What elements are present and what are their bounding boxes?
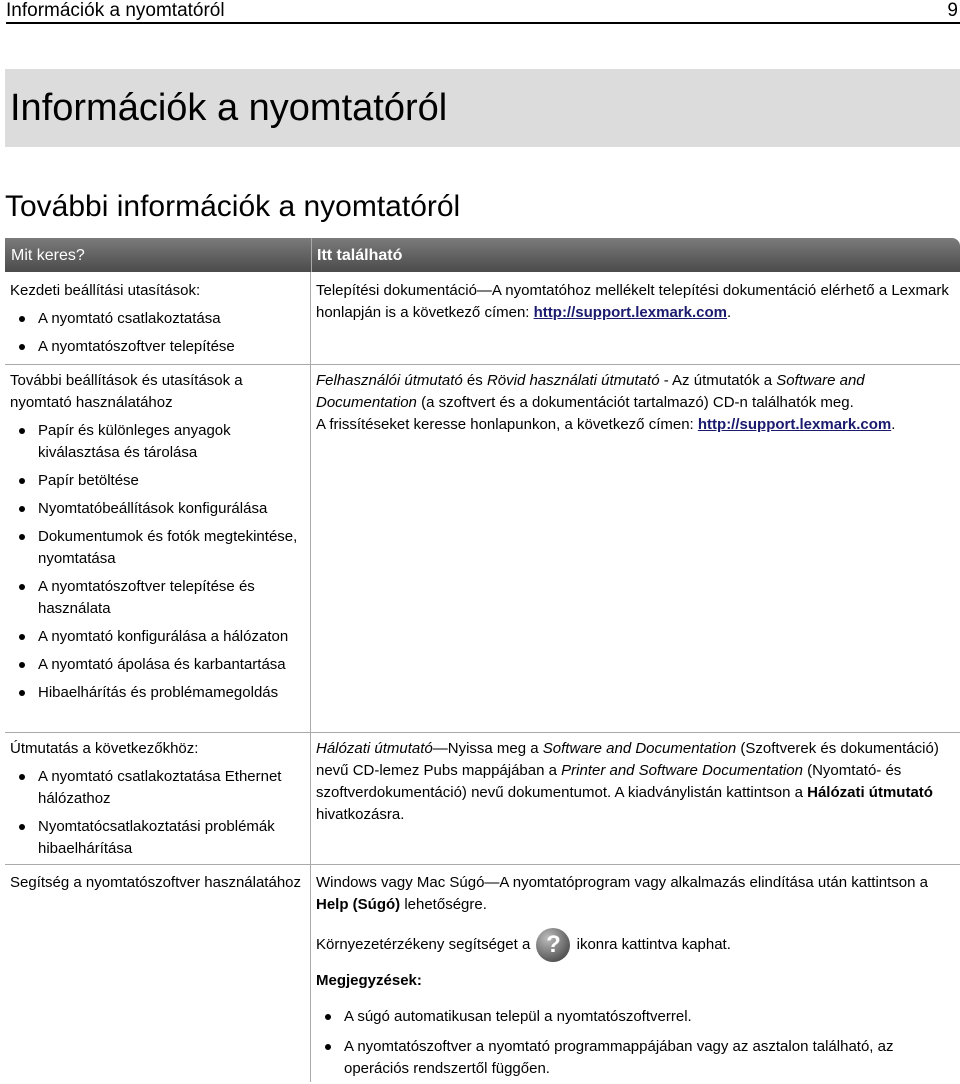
text: (a szoftvert és a dokumentációt tartalmazó) CD-n találhatók meg.	[416, 394, 854, 411]
row4-right	[316, 872, 958, 1080]
row1-lead: Kezdeti beállítási utasítások:	[10, 282, 201, 299]
running-head-title: Információk a nyomtatóról	[6, 0, 225, 21]
row3-left	[10, 738, 306, 860]
row2-updates	[316, 414, 958, 436]
chapter-title: Információk a nyomtatóról	[10, 87, 448, 129]
list-item: A nyomtató konfigurálása a hálózaton	[10, 626, 306, 648]
chapter-band	[5, 69, 960, 147]
text: - Az útmutatók a	[659, 372, 777, 389]
cd-title: Software and Documentation	[316, 372, 865, 411]
text: .	[891, 416, 896, 433]
support-link[interactable]: http://support.lexmark.com	[697, 416, 892, 433]
list-item: Dokumentumok és fotók megtekintése, nyomtatása	[10, 526, 306, 570]
list-item: A nyomtató ápolása és karbantartása	[10, 654, 306, 676]
row2-list	[10, 420, 306, 704]
text: Környezetérzékeny segítséget a	[316, 935, 535, 953]
page-number: 9	[947, 0, 958, 21]
notes-list	[316, 1006, 958, 1080]
list-item: A nyomtatószoftver telepítése és használata	[10, 576, 306, 620]
list-item: Papír betöltése	[10, 470, 306, 492]
row1-list	[10, 308, 306, 358]
network-guide-link-label: Hálózati útmutató	[807, 784, 933, 801]
list-item: Nyomtatóbeállítások konfigurálása	[10, 498, 306, 520]
row1-right	[316, 280, 958, 324]
row3-lead: Útmutatás a következőkhöz:	[10, 740, 199, 757]
list-item: A súgó automatikusan települ a nyomtatószoftverrel.	[316, 1006, 958, 1028]
network-guide-title: Hálózati útmutató	[316, 740, 433, 757]
text: és	[462, 372, 487, 389]
row4-lead: Segítség a nyomtatószoftver használatához	[10, 874, 302, 891]
text: hivatkozásra.	[316, 806, 405, 823]
row-separator	[5, 732, 960, 733]
header-divider	[311, 238, 312, 272]
notes-title: Megjegyzések:	[316, 972, 422, 989]
list-item: Nyomtatócsatlakoztatási problémák hibaelhárítása	[10, 816, 306, 860]
list-item: A nyomtatószoftver telepítése	[10, 336, 306, 358]
list-item: A nyomtató csatlakoztatása Ethernet hálózathoz	[10, 766, 306, 810]
cd-title: Software and Documentation	[542, 740, 737, 757]
header-what-looking-for: Mit keres?	[11, 247, 85, 264]
text: A frissítéseket keresse honlapunkon, a következő címen:	[316, 416, 698, 433]
row-separator	[5, 364, 960, 365]
row1-text: Telepítési dokumentáció—A nyomtatóhoz mellékelt telepítési dokumentáció elérhető a Lexmark honlapján is a következő címen:	[316, 282, 949, 321]
column-divider	[310, 272, 311, 1082]
row4-help	[316, 872, 958, 916]
row2-left	[10, 370, 306, 704]
row4-left	[10, 872, 306, 894]
row3-network-guide	[316, 738, 958, 826]
text: —Nyissa meg a	[432, 740, 543, 757]
support-link[interactable]: http://support.lexmark.com	[533, 304, 727, 321]
row1-description	[316, 280, 958, 324]
text: ikonra kattintva kaphat.	[572, 935, 731, 953]
user-guide-title: Felhasználói útmutató	[316, 372, 463, 389]
text: lehetőségre.	[400, 896, 487, 913]
row4-context-help	[316, 928, 958, 962]
quick-guide-title: Rövid használati útmutató	[486, 372, 660, 389]
text: Windows vagy Mac Súgó—A nyomtatóprogram vagy alkalmazás elindítása után kattintson a	[316, 874, 928, 891]
row2-guides	[316, 370, 958, 414]
help-label: Help (Súgó)	[316, 896, 401, 913]
list-item: A nyomtatószoftver a nyomtató programmappájában vagy az asztalon található, az operációs rendszertől függően.	[316, 1036, 958, 1080]
row3-right	[316, 738, 958, 826]
text: (Szoftverek és dokumentáció) nevű CD-lemez Pubs mappájában a	[316, 740, 939, 779]
section-title: További információk a nyomtatóról	[5, 190, 461, 223]
row2-right	[316, 370, 958, 436]
help-question-icon: ?	[536, 928, 570, 962]
row1-left	[10, 280, 306, 358]
row1-text-after: .	[726, 304, 732, 321]
running-header	[6, 0, 960, 24]
row3-list	[10, 766, 306, 860]
list-item: A nyomtató csatlakoztatása	[10, 308, 306, 330]
list-item: Papír és különleges anyagok kiválasztása és tárolása	[10, 420, 306, 464]
list-item: Hibaelhárítás és problémamegoldás	[10, 682, 306, 704]
header-where-found: Itt található	[317, 247, 403, 264]
table-header	[5, 238, 960, 272]
row2-lead: További beállítások és utasítások a nyomtató használatához	[10, 372, 243, 411]
row-separator	[5, 864, 960, 865]
text: (Nyomtató- és szoftverdokumentáció) nevű dokumentumot. A kiadványlistán kattintson a	[316, 762, 902, 801]
doc-title: Printer and Software Documentation	[561, 762, 803, 779]
